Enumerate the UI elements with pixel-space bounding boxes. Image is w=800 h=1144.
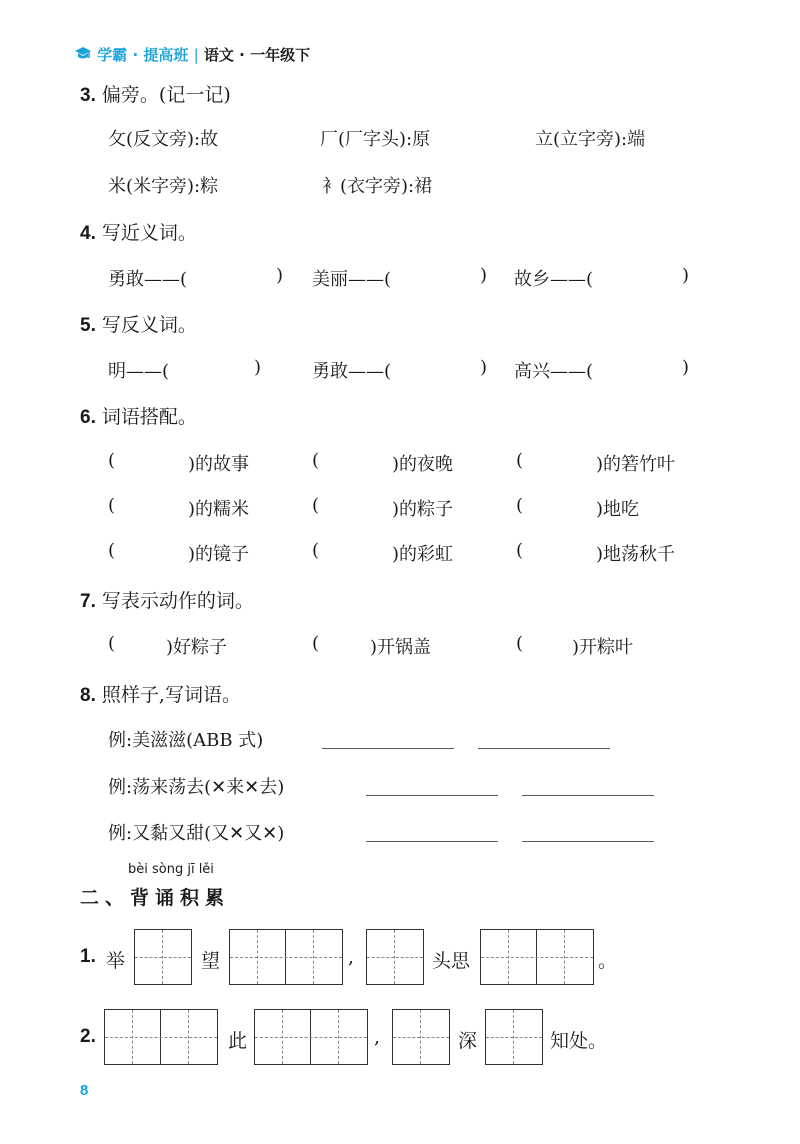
blank-close[interactable]: ) xyxy=(682,357,690,378)
recite-2-number xyxy=(80,1025,96,1048)
writing-grid[interactable] xyxy=(392,1009,450,1065)
action-item: )开粽叶 xyxy=(572,637,634,658)
recite-text: 知处。 xyxy=(550,1030,608,1052)
question-4-title xyxy=(80,218,197,245)
question-number: 8. xyxy=(80,685,96,706)
header-brand: 学霸 · 提高班 xyxy=(97,46,189,64)
blank-open[interactable]: ( xyxy=(516,495,524,516)
answer-line[interactable] xyxy=(366,795,498,796)
writing-grid[interactable] xyxy=(104,1009,218,1065)
blank-close[interactable]: ) xyxy=(254,357,262,378)
antonym-item: 明——( xyxy=(108,361,170,382)
question-text: 偏旁。(记一记) xyxy=(101,84,231,106)
example-item: 例:荡来荡去(✕来✕去) xyxy=(108,777,285,798)
radical-item: 衤(衣字旁):裙 xyxy=(322,176,433,197)
blank-open[interactable]: ( xyxy=(312,450,320,471)
blank-open[interactable]: ( xyxy=(312,495,320,516)
recite-text: 。 xyxy=(598,950,618,972)
question-3-title xyxy=(80,80,231,107)
question-number: 4. xyxy=(80,223,96,244)
collocation-item: )的故事 xyxy=(188,454,250,475)
writing-grid[interactable] xyxy=(254,1009,368,1065)
antonym-item: 勇敢——( xyxy=(312,361,392,382)
answer-line[interactable] xyxy=(322,748,454,749)
blank-open[interactable]: ( xyxy=(516,450,524,471)
blank-close[interactable]: ) xyxy=(682,265,690,286)
recite-text: 望 xyxy=(201,950,221,972)
blank-open[interactable]: ( xyxy=(312,633,320,654)
question-text: 写反义词。 xyxy=(101,314,197,336)
recite-text: , xyxy=(374,1026,381,1048)
synonym-item: 美丽——( xyxy=(312,269,392,290)
collocation-item: )地吃 xyxy=(596,499,640,520)
recite-text: 此 xyxy=(228,1030,248,1052)
synonym-item: 故乡——( xyxy=(514,269,594,290)
page-header xyxy=(74,44,310,65)
page-number: 8 xyxy=(80,1082,89,1099)
question-text: 照样子,写词语。 xyxy=(101,684,241,706)
recite-text: , xyxy=(348,946,355,968)
radical-item: 攵(反文旁):故 xyxy=(108,129,219,150)
collocation-item: )的彩虹 xyxy=(392,544,454,565)
header-separator: | xyxy=(193,46,199,64)
synonym-item: 勇敢——( xyxy=(108,269,188,290)
collocation-item: )的箬竹叶 xyxy=(596,454,676,475)
question-5-title xyxy=(80,310,197,337)
recite-text: 深 xyxy=(458,1030,478,1052)
blank-close[interactable]: ) xyxy=(480,265,488,286)
question-number: 5. xyxy=(80,315,96,336)
radical-item: 立(立字旁):端 xyxy=(535,129,646,150)
writing-grid[interactable] xyxy=(366,929,424,985)
answer-line[interactable] xyxy=(366,841,498,842)
question-number: 2. xyxy=(80,1026,96,1047)
writing-grid[interactable] xyxy=(229,929,343,985)
action-item: )开锅盖 xyxy=(370,637,432,658)
blank-open[interactable]: ( xyxy=(108,495,116,516)
recite-1-number xyxy=(80,945,96,968)
question-8-title xyxy=(80,680,241,707)
collocation-item: )的粽子 xyxy=(392,499,454,520)
question-text: 写表示动作的词。 xyxy=(101,590,254,612)
recite-text: 头思 xyxy=(432,950,471,972)
section-2-title: 二、背诵积累 xyxy=(80,887,231,909)
example-item: 例:美滋滋(ABB 式) xyxy=(108,730,264,751)
antonym-item: 高兴——( xyxy=(514,361,594,382)
blank-open[interactable]: ( xyxy=(516,540,524,561)
answer-line[interactable] xyxy=(522,841,654,842)
collocation-item: )地荡秋千 xyxy=(596,544,676,565)
question-number: 6. xyxy=(80,407,96,428)
blank-open[interactable]: ( xyxy=(516,633,524,654)
question-6-title xyxy=(80,402,197,429)
action-item: )好粽子 xyxy=(166,637,228,658)
blank-open[interactable]: ( xyxy=(108,450,116,471)
radical-item: 厂(厂字头):原 xyxy=(320,129,431,150)
question-number: 1. xyxy=(80,946,96,967)
writing-grid[interactable] xyxy=(480,929,594,985)
question-number: 7. xyxy=(80,591,96,612)
blank-close[interactable]: ) xyxy=(276,265,284,286)
answer-line[interactable] xyxy=(478,748,610,749)
question-text: 写近义词。 xyxy=(101,222,197,244)
graduation-cap-icon xyxy=(74,46,92,62)
section-2-pinyin: bèi sòng jī lěi xyxy=(128,862,214,877)
recite-text: 举 xyxy=(106,950,126,972)
collocation-item: )的夜晚 xyxy=(392,454,454,475)
answer-line[interactable] xyxy=(522,795,654,796)
question-7-title xyxy=(80,586,254,613)
question-number: 3. xyxy=(80,85,96,106)
collocation-item: )的糯米 xyxy=(188,499,250,520)
question-text: 词语搭配。 xyxy=(101,406,197,428)
blank-open[interactable]: ( xyxy=(108,540,116,561)
radical-item: 米(米字旁):粽 xyxy=(108,176,219,197)
header-subject: 语文 · 一年级下 xyxy=(203,46,311,64)
collocation-item: )的镜子 xyxy=(188,544,250,565)
writing-grid[interactable] xyxy=(134,929,192,985)
writing-grid[interactable] xyxy=(485,1009,543,1065)
blank-close[interactable]: ) xyxy=(480,357,488,378)
blank-open[interactable]: ( xyxy=(108,633,116,654)
blank-open[interactable]: ( xyxy=(312,540,320,561)
example-item: 例:又黏又甜(又✕又✕) xyxy=(108,823,285,844)
